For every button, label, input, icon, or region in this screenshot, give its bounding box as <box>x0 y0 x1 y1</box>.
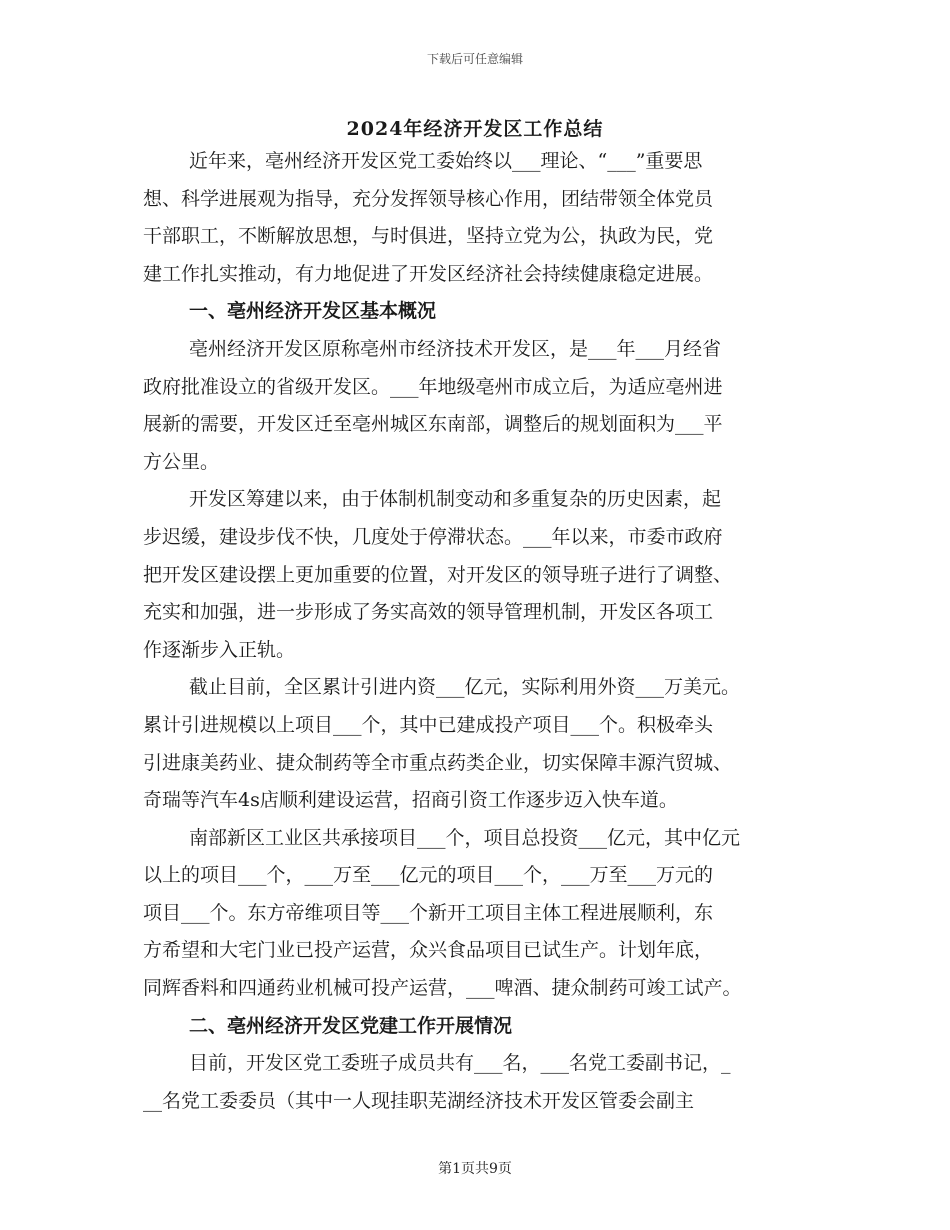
body-line: 政府批准设立的省级开发区。___年地级亳州市成立后，为适应亳州进 <box>143 375 723 398</box>
body-line: 想、科学进展观为指导，充分发挥领导核心作用，团结带领全体党员 <box>143 187 714 210</box>
body-line: 方希望和大宅门业已投产运营，众兴食品项目已试生产。计划年底， <box>143 939 714 962</box>
body-line: 把开发区建设摆上更加重要的位置，对开发区的领导班子进行了调整、 <box>143 563 733 586</box>
body-line: 引进康美药业、捷众制药等全市重点药类企业，切实保障丰源汽贸城、 <box>143 751 733 774</box>
page-number-footer: 第1页共9页 <box>438 1161 512 1177</box>
body-line: __名党工委委员（其中一人现挂职芜湖经济技术开发区管委会副主 <box>143 1089 695 1112</box>
body-line: 项目___个。东方帝维项目等___个新开工项目主体工程进展顺利，东 <box>143 901 714 924</box>
body-line: 开发区筹建以来，由于体制机制变动和多重复杂的历史因素，起 <box>189 488 722 511</box>
body-line: 作逐渐步入正轨。 <box>143 638 296 661</box>
section-heading: 一、亳州经济开发区基本概况 <box>189 300 437 323</box>
body-line: 近年来，亳州经济开发区党工委始终以___理论、“___”重要思 <box>189 150 703 172</box>
document-title: 2024年经济开发区工作总结 <box>346 118 604 140</box>
body-line: 步迟缓，建设步伐不快，几度处于停滞状态。___年以来，市委市政府 <box>143 525 723 548</box>
body-line: 以上的项目___个，___万至___亿元的项目___个，___万至___万元的 <box>143 864 714 887</box>
page-header-note: 下载后可任意编辑 <box>426 52 523 66</box>
body-line: 同辉香料和四通药业机械可投产运营，___啤酒、捷众制药可竣工试产。 <box>143 977 742 1000</box>
section-heading: 二、亳州经济开发区党建工作开展情况 <box>189 1014 513 1037</box>
body-line: 南部新区工业区共承接项目___个，项目总投资___亿元，其中亿元 <box>189 826 741 849</box>
body-line: 建工作扎实推动，有力地促进了开发区经济社会持续健康稳定进展。 <box>143 262 714 285</box>
body-line: 充实和加强，进一步形成了务实高效的领导管理机制，开发区各项工 <box>143 601 714 624</box>
document-body <box>143 143 823 1120</box>
body-line: 目前，开发区党工委班子成员共有___名，___名党工委副书记，_ <box>189 1052 731 1075</box>
body-line: 奇瑞等汽车4s店顺利建设运营，招商引资工作逐步迈入快车道。 <box>143 789 678 812</box>
body-line: 累计引进规模以上项目___个，其中已建成投产项目___个。积极牵头 <box>143 713 714 736</box>
body-line: 截止目前，全区累计引进内资___亿元，实际利用外资___万美元。 <box>189 676 741 699</box>
body-line: 干部职工，不断解放思想，与时俱进，坚持立党为公，执政为民，党 <box>143 225 714 248</box>
body-line: 方公里。 <box>143 450 220 473</box>
body-line: 亳州经济开发区原称亳州市经济技术开发区，是___年___月经省 <box>189 337 722 360</box>
body-line: 展新的需要，开发区迁至亳州城区东南部，调整后的规划面积为___平 <box>143 413 723 436</box>
